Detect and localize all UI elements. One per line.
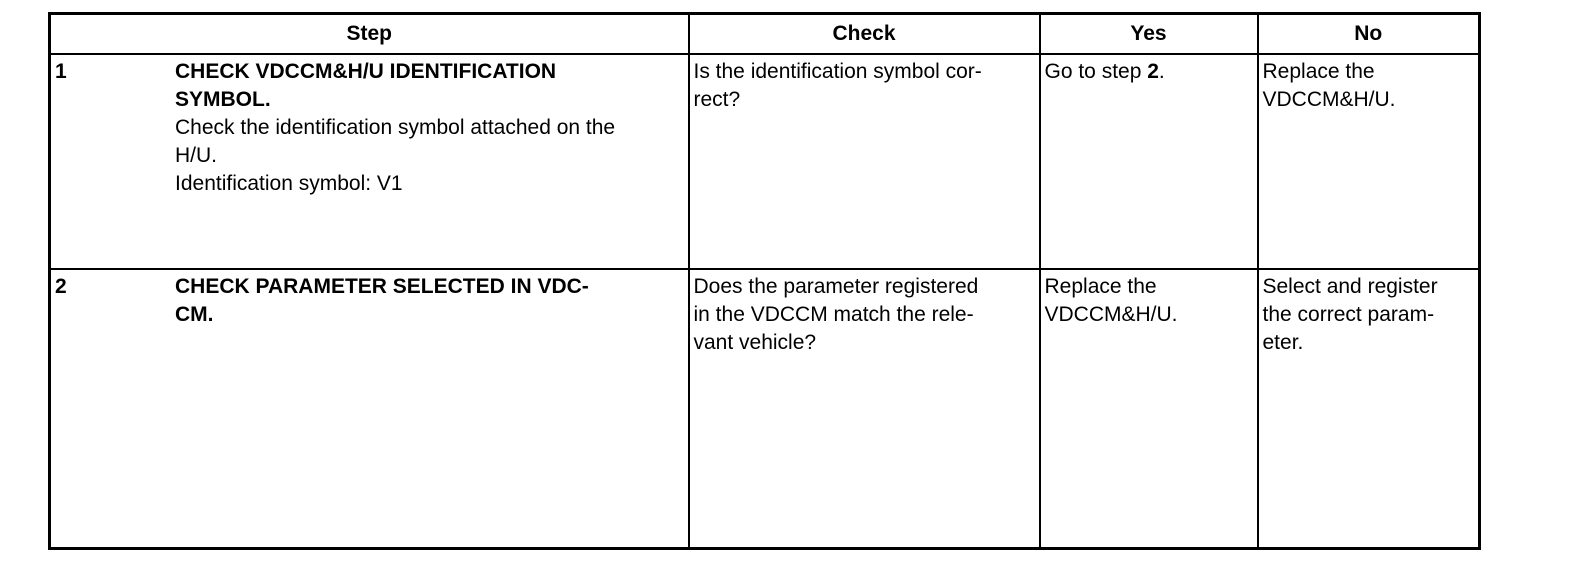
step-cell xyxy=(50,269,689,549)
step-description-line: Check the identification symbol attached on the xyxy=(175,115,616,139)
no-line: eter. xyxy=(1262,330,1304,354)
check-line: Is the identification symbol cor- xyxy=(693,59,982,83)
step-body xyxy=(175,58,684,198)
no-line: Select and register xyxy=(1262,274,1438,298)
yes-step-ref: 2 xyxy=(1147,59,1159,83)
step-body xyxy=(175,273,684,329)
header-check: Check xyxy=(689,14,1040,54)
no-cell xyxy=(1258,269,1480,549)
table-row xyxy=(50,54,1480,269)
table-header-row xyxy=(50,14,1480,54)
step-title-line: CHECK VDCCM&H/U IDENTIFICATION xyxy=(175,59,557,83)
no-cell xyxy=(1258,54,1480,269)
step-description-line: H/U. xyxy=(175,143,217,167)
step-title-line: CHECK PARAMETER SELECTED IN VDC- xyxy=(175,274,589,298)
step-description-line: Identification symbol: V1 xyxy=(175,171,403,195)
header-yes: Yes xyxy=(1040,14,1258,54)
no-line: VDCCM&H/U. xyxy=(1262,87,1396,111)
check-line: Does the parameter registered xyxy=(693,274,979,298)
check-line: rect? xyxy=(693,87,741,111)
check-cell xyxy=(689,54,1040,269)
yes-cell xyxy=(1040,269,1258,549)
step-title-line: CM. xyxy=(175,302,214,326)
step-cell xyxy=(50,54,689,269)
no-line: Replace the xyxy=(1262,59,1375,83)
yes-line: Replace the xyxy=(1044,274,1157,298)
yes-text: Go to step xyxy=(1044,59,1148,83)
yes-cell xyxy=(1040,54,1258,269)
no-line: the correct param- xyxy=(1262,302,1435,326)
yes-text-suffix: . xyxy=(1158,59,1165,83)
header-step: Step xyxy=(50,14,689,54)
diagnostic-table xyxy=(48,12,1481,550)
yes-line: VDCCM&H/U. xyxy=(1044,302,1178,326)
table-row xyxy=(50,269,1480,549)
check-line: vant vehicle? xyxy=(693,330,817,354)
step-number: 2 xyxy=(55,274,67,298)
header-no: No xyxy=(1258,14,1480,54)
step-title-line: SYMBOL. xyxy=(175,87,271,111)
check-line: in the VDCCM match the rele- xyxy=(693,302,974,326)
check-cell xyxy=(689,269,1040,549)
step-number: 1 xyxy=(55,59,67,83)
